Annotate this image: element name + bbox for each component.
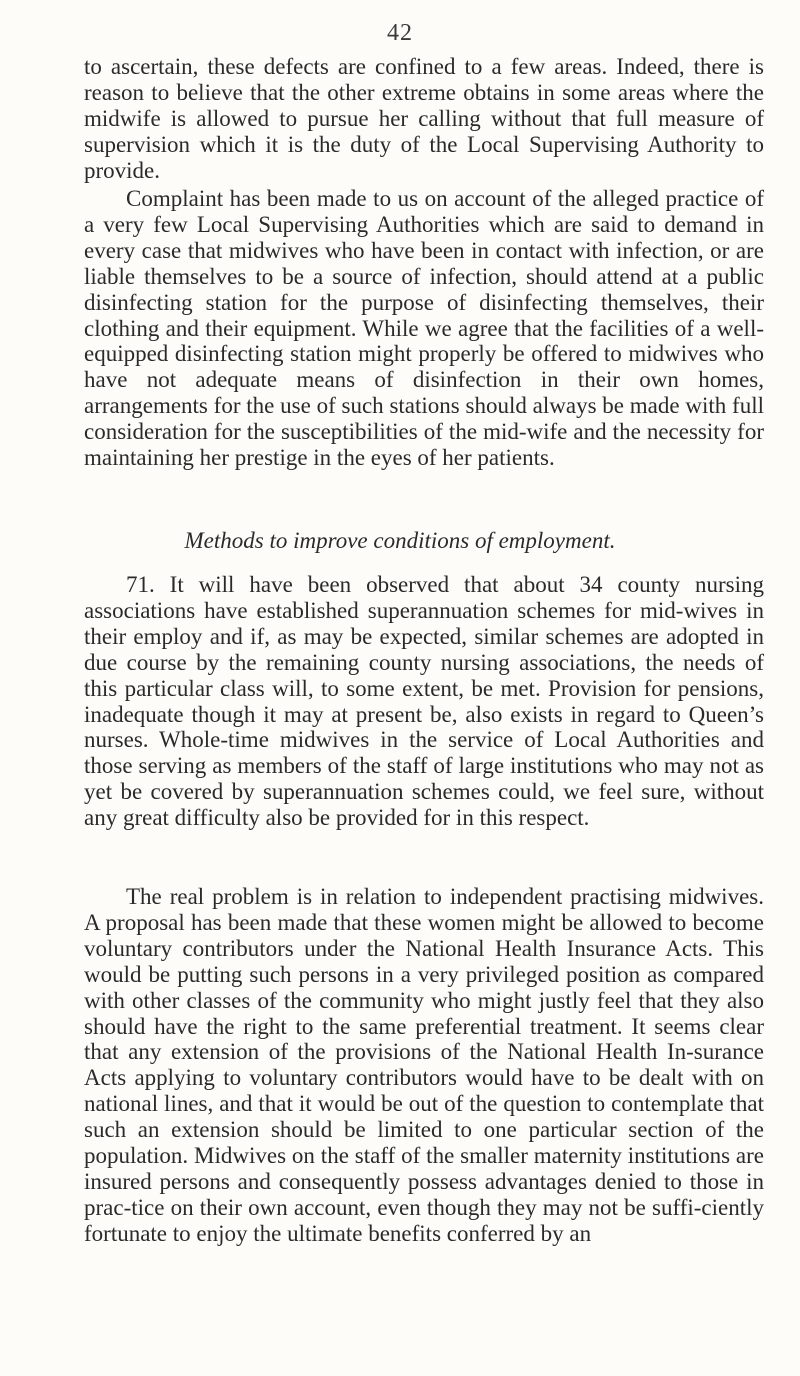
paragraph-complaint [84, 186, 764, 471]
section-heading: Methods to improve conditions of employment. [184, 528, 616, 553]
paragraph-text: The real problem is in relation to independent practising midwives. A proposal has been made that these women might be allowed to become voluntary contributors under the National Health Insurance Acts. This would be putting such persons in a very privileged position as compared with other classes of the community who might justly feel that they also should have the right to the same preferential treatment. It seems clear that any extension of the provisions of the National Health In-surance Acts applying to voluntary contributors would have to be dealt with on national lines, and that it would be out of the question to contemplate that such an extension should be limited to one particular section of the population. Midwives on the staff of the smaller maternity institutions are insured persons and consequently possess advantages denied to those in prac-tice on their own account, even though they may not be suffi-ciently fortunate to enjoy the ultimate benefits conferred by an [84, 884, 764, 1246]
paragraph-real-problem [84, 884, 764, 1247]
paragraph-71 [84, 572, 764, 831]
paragraph-text: Complaint has been made to us on account of the alleged practice of a very few Local Supervising Authorities which are said to demand in every case that midwives who have been in contact with infection, or are liable themselves to be a source of infection, should attend at a public disinfecting station for the purpose of disinfecting themselves, their clothing and their equipment. While we agree that the facilities of a well-equipped disinfecting station might properly be offered to midwives who have not adequate means of disinfection in their own homes, arrangements for the use of such stations should always be made with full consideration for the susceptibilities of the mid-wife and the necessity for maintaining her prestige in the eyes of her patients. [84, 186, 764, 471]
paragraph-text: 71. It will have been observed that about 34 county nursing associations have established superannuation schemes for mid-wives in their employ and if, as may be expected, similar schemes are adopted in due course by the remaining county nursing associations, the needs of this particular class will, to some extent, be met. Provision for pensions, inadequate though it may at present be, also exists in regard to Queen’s nurses. Whole-time midwives in the service of Local Authorities and those serving as members of the staff of large institutions who may not as yet be covered by superannuation schemes could, we feel sure, without any great difficulty also be provided for in this respect. [84, 572, 764, 831]
paragraph-continuation [84, 54, 764, 184]
page-number: 42 [387, 20, 413, 46]
paragraph-text: to ascertain, these defects are confined to a few areas. Indeed, there is reason to believe that the other extreme obtains in some areas where the midwife is allowed to pursue her calling without that full measure of supervision which it is the duty of the Local Supervising Authority to provide. [84, 54, 764, 183]
